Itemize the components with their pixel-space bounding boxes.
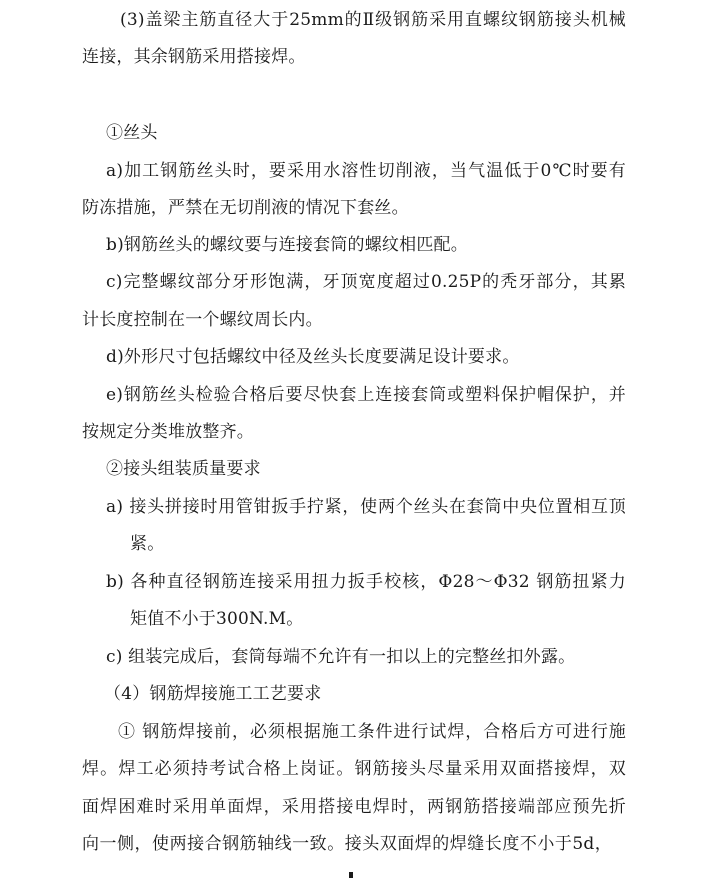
text-line: 防冻措施，严禁在无切削液的情况下套丝。 (82, 198, 409, 218)
text-line: 紧。 (130, 534, 165, 554)
item-thread-d: d)外形尺寸包括螺纹中径及丝头长度要满足设计要求。 (106, 347, 520, 367)
text-line: 计长度控制在一个螺纹周长内。 (82, 310, 323, 330)
text-line: 向一侧，使两接合钢筋轴线一致。接头双面焊的焊缝长度不小于5d， (82, 834, 612, 854)
text-line: 矩值不小于300N.M。 (130, 609, 304, 629)
text-line: 按规定分类堆放整齐。 (82, 422, 254, 442)
text-line: 面焊困难时采用单面焊，采用搭接电焊时，两钢筋搭接端部应预先折 (82, 797, 626, 817)
text-line: a)加工钢筋丝头时，要采用水溶性切削液，当气温低于0℃时要有 (106, 161, 626, 181)
page-footer-mark (349, 872, 353, 878)
item-assembly-c: c) 组装完成后，套筒每端不允许有一扣以上的完整丝扣外露。 (106, 647, 576, 667)
text-line: 连接，其余钢筋采用搭接焊。 (82, 47, 306, 67)
item-thread-b: b)钢筋丝头的螺纹要与连接套筒的螺纹相匹配。 (106, 235, 468, 255)
text-line: (3)盖梁主筋直径大于25mm的Ⅱ级钢筋采用直螺纹钢筋接头机械 (120, 10, 626, 30)
heading-joint-assembly: ②接头组装质量要求 (106, 459, 261, 479)
text-line: c)完整螺纹部分牙形饱满，牙顶宽度超过0.25P的秃牙部分，其累 (106, 272, 626, 292)
text-line: ① 钢筋焊接前，必须根据施工条件进行试焊，合格后方可进行施 (118, 722, 626, 742)
text-line: 焊。焊工必须持考试合格上岗证。钢筋接头尽量采用双面搭接焊，双 (82, 759, 626, 779)
heading-thread-end: ①丝头 (106, 123, 158, 143)
text-line: a) 接头拼接时用管钳扳手拧紧，使两个丝头在套筒中央位置相互顶 (106, 497, 626, 517)
heading-section-4: （4）钢筋焊接施工工艺要求 (104, 684, 322, 704)
text-line: b) 各种直径钢筋连接采用扭力扳手校核，Φ28～Φ32 钢筋扭紧力 (106, 572, 626, 592)
text-line: e)钢筋丝头检验合格后要尽快套上连接套筒或塑料保护帽保护，并 (106, 385, 626, 405)
